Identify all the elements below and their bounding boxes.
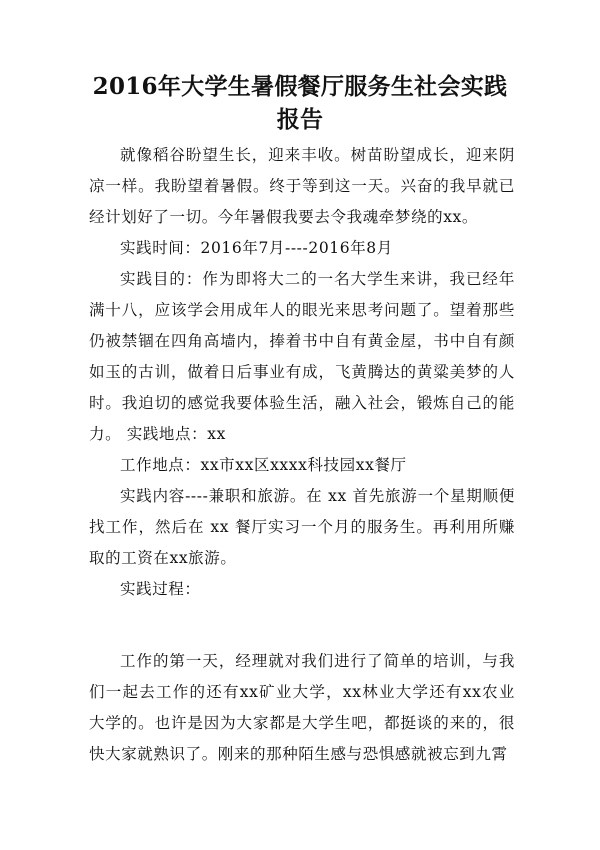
paragraph-practice-purpose: 实践目的：作为即将大二的一名大学生来讲，我已经年满十八，应该学会用成年人的眼光来思考问题了。望着那些仍被禁锢在四角高墙内，捧着书中自有黄金屋，书中自有颜如玉的古训，做着日后事业有成，飞黄腾达的黄粱美梦的人时。我迫切的感觉我要体验生活，融入社会，锻炼自己的能力。 实践地点：xx: [89, 270, 515, 443]
paragraph-first-day: 工作的第一天，经理就对我们进行了简单的培训，与我们一起去工作的还有xx矿业大学，xx林业大学还有xx农业大学的。也许是因为大家都是大学生吧，都挺谈的来的，很快大家就熟识了。刚来的那种陌生感与恐惧感就被忘到九霄: [89, 652, 515, 763]
paragraph-work-location: 工作地点：xx市xx区xxxx科技园xx餐厅: [120, 456, 407, 474]
report-title: 2016年大学生暑假餐厅服务生社会实践报告: [92, 73, 508, 133]
paragraph-practice-process-heading: 实践过程：: [120, 580, 201, 598]
paragraph-practice-time: 实践时间：2016年7月----2016年8月: [120, 239, 393, 257]
paragraph-intro: 就像稻谷盼望生长，迎来丰收。树苗盼望成长，迎来阴凉一样。我盼望着暑假。终于等到这一天。兴奋的我早就已经计划好了一切。今年暑假我要去令我魂牵梦绕的xx。: [89, 146, 515, 226]
paragraph-practice-content: 实践内容----兼职和旅游。在 xx 首先旅游一个星期顺便找工作，然后在 xx 餐厅实习一个月的服务生。再利用所赚取的工资在xx旅游。: [89, 487, 515, 567]
